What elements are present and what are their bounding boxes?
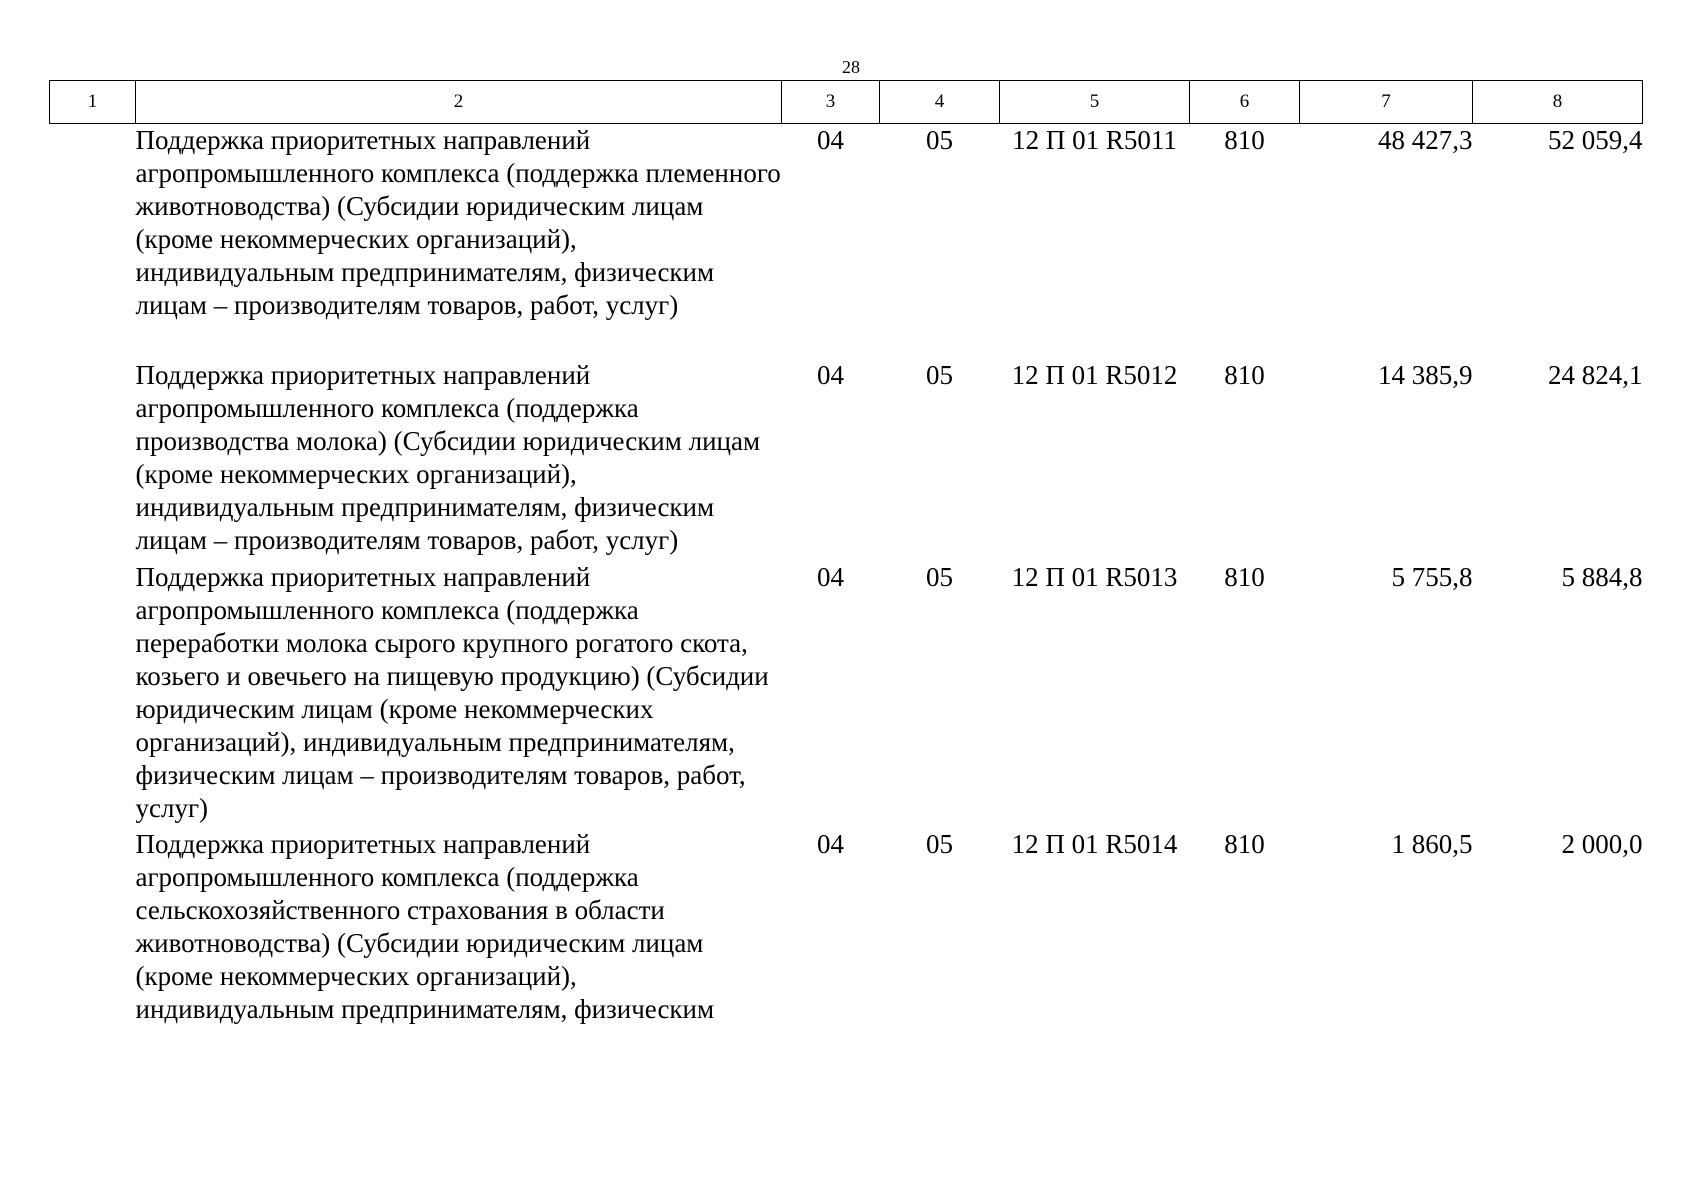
- header-col-7: 7: [1300, 81, 1473, 124]
- row-amount-2: 2 000,0: [1561, 829, 1643, 859]
- header-col-4: 4: [880, 81, 1000, 124]
- header-col-2: 2: [136, 81, 782, 124]
- table-row: [50, 561, 1643, 828]
- row-amount-2: 24 824,1: [1548, 360, 1643, 390]
- table-row: [50, 828, 1643, 1038]
- row-amount-1: 14 385,9: [1378, 360, 1473, 390]
- header-col-8: 8: [1473, 81, 1643, 124]
- row-section: 04: [817, 562, 844, 592]
- row-subsection: 05: [926, 125, 953, 155]
- row-description: Поддержка приоритетных направлений агропромышленного комплекса (поддержка производства молока) (Субсидии юридическим лицам (кроме некоммерческих организаций), индивидуальным предпринимателям, физическим лицам – производителям товаров, работ, услуг): [135, 360, 761, 555]
- row-target-article: 12 П 01 R5014: [1011, 829, 1178, 859]
- row-description: Поддержка приоритетных направлений агропромышленного комплекса (поддержка племенного животноводства) (Субсидии юридическим лицам (кроме некоммерческих организаций), индивидуальным предпринимателям, физическим лицам – производителям товаров, работ, услуг): [135, 125, 781, 320]
- row-expense-type: 810: [1224, 829, 1265, 859]
- page-number: 28: [842, 57, 860, 77]
- row-section: 04: [817, 360, 844, 390]
- row-number: [50, 359, 136, 561]
- row-target-article: 12 П 01 R5013: [1011, 562, 1178, 592]
- row-target-article: 12 П 01 R5012: [1011, 360, 1178, 390]
- row-target-article: 12 П 01 R5011: [1012, 125, 1177, 155]
- table-body: [50, 124, 1643, 1039]
- row-subsection: 05: [926, 562, 953, 592]
- row-number: [50, 828, 136, 1038]
- row-section: 04: [817, 125, 844, 155]
- table-row: [50, 124, 1643, 360]
- header-col-6: 6: [1190, 81, 1300, 124]
- header-col-1: 1: [50, 81, 136, 124]
- row-amount-2: 5 884,8: [1561, 562, 1643, 592]
- header-row: [50, 81, 1643, 124]
- row-expense-type: 810: [1224, 125, 1265, 155]
- row-subsection: 05: [926, 829, 953, 859]
- row-subsection: 05: [926, 360, 953, 390]
- row-amount-1: 1 860,5: [1391, 829, 1473, 859]
- row-expense-type: 810: [1224, 360, 1265, 390]
- row-description: Поддержка приоритетных направлений агропромышленного комплекса (поддержка переработки молока сырого крупного рогатого скота, козьего и овечьего на пищевую продукцию) (Субсидии юридическим лицам (кроме некоммерческих организаций), индивидуальным предпринимателям, физическим лицам – производителям товаров, работ, услуг): [135, 562, 769, 823]
- table-header: [50, 81, 1643, 124]
- row-description: Поддержка приоритетных направлений агропромышленного комплекса (поддержка сельскохозяйственного страхования в области животноводства) (Субсидии юридическим лицам (кроме некоммерческих организаций), индивидуальным предпринимателям, физическим: [135, 829, 715, 1024]
- header-col-3: 3: [782, 81, 880, 124]
- row-amount-2: 52 059,4: [1548, 125, 1643, 155]
- row-section: 04: [817, 829, 844, 859]
- budget-table: [49, 80, 1643, 1038]
- row-expense-type: 810: [1224, 562, 1265, 592]
- header-col-5: 5: [1000, 81, 1190, 124]
- row-number: [50, 561, 136, 828]
- row-number: [50, 124, 136, 360]
- table-row: [50, 359, 1643, 561]
- row-amount-1: 48 427,3: [1378, 125, 1473, 155]
- row-amount-1: 5 755,8: [1391, 562, 1473, 592]
